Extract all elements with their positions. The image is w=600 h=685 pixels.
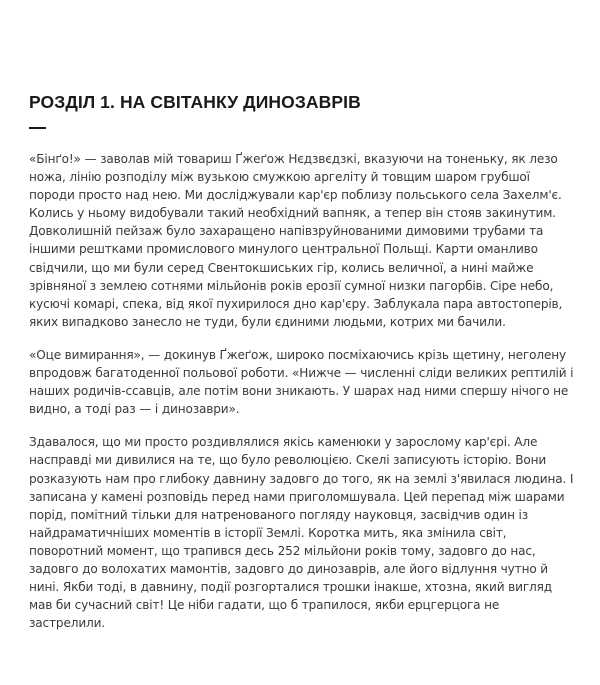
article-body (29, 150, 575, 647)
chapter-title: РОЗДІЛ 1. НА СВІТАНКУ ДИНОЗАВРІВ (29, 92, 361, 112)
title-underline (29, 127, 46, 129)
paragraph-2: «Оце вимирання», — докинув Ґжеґож, широко посміхаючись крізь щетину, неголену впродовж багатоденної польової роботи. «Нижче — численні сліди великих рептилій і наших родичів-ссавців, але потім вони зникають. У шарах над ними спершу нічого не видно, а тоді раз — і динозаври». (29, 347, 574, 417)
paragraph-1: «Бінґо!» — заволав мій товариш Ґжеґож Нєдзвєдзкі, вказуючи на тоненьку, як лезо ножа, лінію розподілу між вузькою смужкою аргеліту й товщим шаром грубшої породи просто над нею. Ми досліджували кар'єр поблизу польського села Захелм'є. Колись у ньому видобували такий необхідний вапняк, а тепер він стояв закинутим. Довколишній пейзаж було захаращено напівзруйнованими димовими трубами та іншими рештками промислового минулого центральної Польщі. Карти оманливо свідчили, що ми були серед Свентокшиських гір, колись величної, а нині майже зрівняної з землею сотнями мільйонів років ерозії сумної низки пагорбів. Сіре небо, кусючі комарі, спека, від якої пухирилося дно кар'єру. Заблукала пара автостоперів, яких випадково занесло не туди, були єдиними людьми, котрих ми бачили. (29, 152, 563, 329)
paragraph-3: Здавалося, що ми просто роздивлялися якісь каменюки у зарослому кар'єрі. Але насправді ми дивилися на те, що було революцією. Скелі записують історію. Вони розказують нам про глибоку давнину задовго до того, як на землі з'явилася людина. І записана у камені розповідь перед нами приголомшувала. Цей перепад між шарами порід, помітний тільки для натренованого погляду науковця, засвідчив один із найдраматичніших моментів в історії Землі. Коротка мить, яка змінила світ, поворотний момент, що трапився десь 252 мільйони років тому, задовго до нас, задовго до волохатих мамонтів, задовго до динозаврів, але його відлуння чутно й нині. Якби тоді, в давнину, події розгорталися трошки інакше, хтозна, який вигляд мав би сучасний світ! Це ніби гадати, що б трапилося, якби ерцгерцога не застрелили. (29, 435, 574, 631)
